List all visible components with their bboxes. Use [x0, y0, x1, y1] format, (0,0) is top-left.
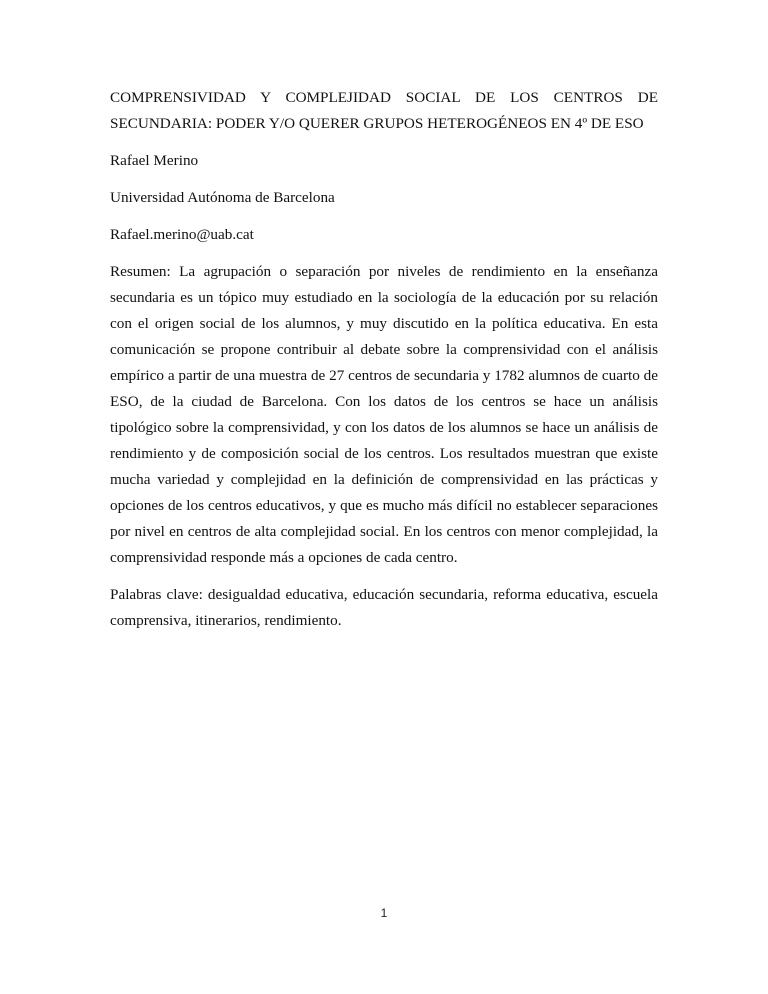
keywords: Palabras clave: desigualdad educativa, educación secundaria, reforma educativa, escuela comprensiva, itinerarios, rendimiento.: [110, 586, 658, 629]
page-number: 1: [380, 906, 388, 920]
affiliation: Universidad Autónoma de Barcelona: [110, 189, 335, 206]
author-email: Rafael.merino@uab.cat: [110, 226, 254, 243]
paper-title: COMPRENSIVIDAD Y COMPLEJIDAD SOCIAL DE LOS CENTROS DE SECUNDARIA: PODER Y/O QUERER GRUPOS HETEROGÉNEOS EN 4º DE ESO: [110, 89, 658, 132]
abstract: Resumen: La agrupación o separación por niveles de rendimiento en la enseñanza secundaria es un tópico muy estudiado en la sociología de la educación por su relación con el origen social de los alumnos, y muy discutido en la política educativa. En esta comunicación se propone contribuir al debate sobre la comprensividad con el análisis empírico a partir de una muestra de 27 centros de secundaria y 1782 alumnos de cuarto de ESO, de la ciudad de Barcelona. Con los datos de los centros se hace un análisis tipológico sobre la comprensividad, y con los datos de los alumnos se hace un análisis de rendimiento y de composición social de los centros. Los resultados muestran que existe mucha variedad y complejidad en la definición de comprensividad en las prácticas y opciones de los centros educativos, y que es mucho más difícil no establecer separaciones por nivel en centros de alta complejidad social. En los centros con menor complejidad, la comprensividad responde más a opciones de cada centro.: [110, 263, 658, 566]
document-page: [110, 85, 658, 645]
author-name: Rafael Merino: [110, 152, 199, 169]
